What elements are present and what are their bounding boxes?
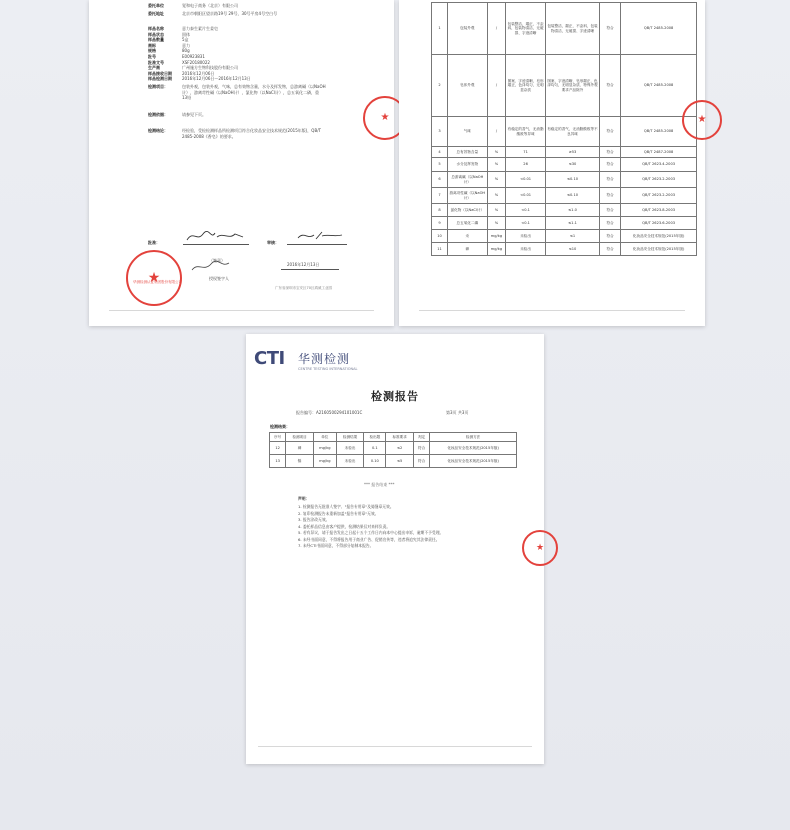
table-row <box>270 455 517 468</box>
cell-result: 图案、字迹清晰，皂形端正，色泽均匀，无明显杂质 <box>506 55 546 117</box>
cell-result: 26 <box>506 158 546 172</box>
cell-no: 9 <box>432 217 448 230</box>
approver-label: 批准： <box>148 240 160 245</box>
note-item: 4. 委托样品信息由客户提供，检测结果仅对来样负责。 <box>298 523 391 529</box>
kv-value: 觉和电子商务（北京）有限公司 <box>182 3 238 8</box>
cell-unit: / <box>487 3 505 55</box>
report-page-2 <box>399 0 705 326</box>
cell-method: QB/T 2623.2-2003 <box>621 188 697 204</box>
checker-signature <box>189 258 239 276</box>
conclusion-label: 检测结论： <box>148 128 168 133</box>
results-caption: 检测结果： <box>270 424 290 429</box>
seal-ring-text: 华测检测认证集团股份有限公司 <box>133 280 182 284</box>
kv-label: 委托地址 <box>148 11 164 16</box>
cell-lod: 0.1 <box>364 442 386 455</box>
cell-method: 化妆品安全技术规范(2015年版) <box>621 230 697 243</box>
column-header: 单位 <box>313 433 336 442</box>
cell-no: 12 <box>270 442 286 455</box>
cell-no: 8 <box>432 204 448 217</box>
cell-judge: 符合 <box>600 3 621 55</box>
items-text-line: 包装外观，包装外观，气味，总有效物含量，水分及挥发物，总游离碱（以NaOH <box>182 84 326 89</box>
cell-limit: ≤5 <box>386 455 414 468</box>
cell-item: 总游离碱（以NaOH计） <box>447 172 487 188</box>
cell-judge: 符合 <box>413 455 429 468</box>
cell-item: 镉 <box>286 455 314 468</box>
kv-value: 2016年12月06日 <box>182 70 215 76</box>
cell-limit: ≤0.10 <box>545 172 599 188</box>
cell-no: 5 <box>432 158 448 172</box>
items-label: 检测项目： <box>148 84 168 89</box>
cti-logo <box>254 348 358 371</box>
note-item: 5. 若有异议，请于报告发出之日起十五个工作日内向本中心提出申诉，逾期不予受理。 <box>298 530 444 535</box>
items-text-line: 13铅 <box>182 95 192 101</box>
column-header: 判定 <box>413 433 429 442</box>
note-item: 3. 报告涂改无效。 <box>298 517 330 522</box>
cell-unit: mg/kg <box>313 455 336 468</box>
cell-method: QB/T 2623.8-2003 <box>621 204 697 217</box>
footer-divider-3 <box>258 746 532 747</box>
cell-no: 4 <box>432 147 448 158</box>
kv-value: 80g <box>182 48 190 54</box>
table-row <box>432 204 697 217</box>
cell-result: 71 <box>506 147 546 158</box>
cell-result: 未检出 <box>506 243 546 256</box>
results-table-page-2 <box>431 2 697 256</box>
cell-no: 7 <box>432 188 448 204</box>
cell-judge: 符合 <box>413 442 429 455</box>
report-end-mark: *** 报告结束 *** <box>364 482 395 487</box>
cti-mark: CTI <box>254 348 285 369</box>
approver-signature <box>185 228 245 244</box>
cell-unit: / <box>487 117 505 147</box>
cell-judge: 符合 <box>600 147 621 158</box>
cell-item: 汞 <box>447 230 487 243</box>
table-row <box>432 147 697 158</box>
cell-limit: ≤10 <box>545 243 599 256</box>
footer-address: 广东省深圳市宝安区70区鸿威工业园 <box>275 286 332 290</box>
cell-result: 未检出 <box>336 442 364 455</box>
kv-value: 2016年12月06日～2016年12月13日 <box>182 76 251 82</box>
cell-no: 11 <box>432 243 448 256</box>
kv-label: 商标 <box>148 42 156 48</box>
partial-seal-page-2: ★ <box>682 100 722 140</box>
cell-method: QB/T 2623.6-2003 <box>621 217 697 230</box>
notes-title: 声明： <box>298 496 310 501</box>
stamp-caption: （签章） <box>209 258 225 263</box>
date-line <box>281 269 339 270</box>
cell-item: 砷 <box>286 442 314 455</box>
reviewer-label: 审核： <box>267 240 279 245</box>
cell-judge: 符合 <box>600 158 621 172</box>
cell-unit: mg/kg <box>313 442 336 455</box>
cell-limit: 包装整洁，端正，不歪斜，包装物清洁，无破损、字迹清晰 <box>545 3 599 55</box>
cell-limit: ≥53 <box>545 147 599 158</box>
cell-result: 未检出 <box>336 455 364 468</box>
kv-label: 样品状态 <box>148 31 164 37</box>
items-text-line: 计），游离苛性碱（以NaOH计），氯化物（以NaCl计），总五氧化二磷，重 <box>182 89 319 95</box>
column-header: 检出限 <box>364 433 386 442</box>
cell-lod: 0.10 <box>364 455 386 468</box>
cti-chinese-name: 华测检测 <box>298 352 351 366</box>
cell-judge: 符合 <box>600 230 621 243</box>
cell-item: 砷 <box>447 243 487 256</box>
cell-method: QB/T 2487-2008 <box>621 147 697 158</box>
column-header: 检测方法 <box>430 433 517 442</box>
column-header: 序号 <box>270 433 286 442</box>
kv-label: 样品数量 <box>148 37 164 43</box>
cell-no: 2 <box>432 55 448 117</box>
table-header-row <box>270 433 517 442</box>
report-page-3 <box>246 334 544 764</box>
cell-unit: mg/kg <box>487 243 505 256</box>
cell-method: QB/T 2623.4-2003 <box>621 158 697 172</box>
cell-judge: 符合 <box>600 204 621 217</box>
table-row <box>432 217 697 230</box>
kv-label: 批号 <box>148 54 156 59</box>
cell-method: QB/T 2485-2008 <box>621 3 697 55</box>
cell-item: 氯化物（以NaCl计） <box>447 204 487 217</box>
partial-seal-right: ★ <box>363 96 407 140</box>
cell-result: 未检出 <box>506 230 546 243</box>
cell-judge: 符合 <box>600 243 621 256</box>
table-row <box>432 230 697 243</box>
sign-date: 2016年12月13日 <box>287 262 320 267</box>
note-item: 1. 检测报告无批准人签字、"报告专用章"及骑缝章无效。 <box>298 504 394 509</box>
table-row <box>432 188 697 204</box>
cell-limit: 图案、字迹清晰，皂形端正，色泽均匀，无明显杂质、特殊外观要求产品除外 <box>545 55 599 117</box>
conclusion-line: 2485-2008《香皂》的要求。 <box>182 133 236 139</box>
cell-method: QB/T 2623.2-2003 <box>621 172 697 188</box>
table-row <box>432 3 697 55</box>
cell-result: <0.01 <box>506 172 546 188</box>
report-page-1 <box>89 0 394 326</box>
cell-unit: mg/kg <box>487 230 505 243</box>
method-value: 请参见下页。 <box>182 112 206 117</box>
kv-label: 生产商 <box>148 65 160 71</box>
cell-result: 有稳定的香气，无油脂酸败等异味 <box>506 117 546 147</box>
cell-judge: 符合 <box>600 117 621 147</box>
kv-value: 北京市朝阳区望京路19号 29号，30号平房4号空白号 <box>182 11 278 16</box>
kv-value: 意力 <box>182 42 190 48</box>
table-row <box>432 158 697 172</box>
kv-label: 批准文号 <box>148 59 164 65</box>
cell-no: 1 <box>432 3 448 55</box>
footer-divider-2 <box>419 310 685 311</box>
conclusion-line: 经检验，受检检测样品所检测项目符合化妆品安全技术规范(2015年版)，QB/T <box>182 128 321 133</box>
report-title: 检测报告 <box>371 390 419 403</box>
cell-no: 3 <box>432 117 448 147</box>
kv-value: E00923831 <box>182 54 205 59</box>
cell-no: 13 <box>270 455 286 468</box>
cell-judge: 符合 <box>600 217 621 230</box>
cell-method: 化妆品安全技术规范(2015年版) <box>430 455 517 468</box>
cell-method: QB/T 2485-2008 <box>621 117 697 147</box>
cell-unit: % <box>487 188 505 204</box>
column-header: 检测结果 <box>336 433 364 442</box>
cell-item: 包装外观 <box>447 3 487 55</box>
cell-judge: 符合 <box>600 188 621 204</box>
kv-value: XSF20180022 <box>182 59 210 65</box>
cell-method: 化妆品安全技术规范(2015年版) <box>430 442 517 455</box>
cell-limit: ≤1.0 <box>545 204 599 217</box>
kv-label: 委托单位 <box>148 3 164 8</box>
kv-value: 广州施方生物科技股份有限公司 <box>182 65 238 71</box>
cell-unit: % <box>487 147 505 158</box>
cell-limit: ≤30 <box>545 158 599 172</box>
kv-label: 样品接收日期 <box>148 70 172 76</box>
cell-item: 总有效物含量 <box>447 147 487 158</box>
note-item: 2. 复印检测报告未重新加盖"报告专用章"无效。 <box>298 510 379 516</box>
table-row <box>270 442 517 455</box>
cell-method: QB/T 2485-2008 <box>621 55 697 117</box>
cell-item: 皂体外观 <box>447 55 487 117</box>
cell-result: <0.1 <box>506 217 546 230</box>
cell-unit: / <box>487 55 505 117</box>
table-row <box>432 117 697 147</box>
kv-label: 样品检测日期 <box>148 76 172 82</box>
cell-result: <0.01 <box>506 188 546 204</box>
kv-label: 样品名称 <box>148 26 164 31</box>
cell-unit: % <box>487 217 505 230</box>
kv-label: 规格 <box>148 48 156 54</box>
cell-unit: % <box>487 172 505 188</box>
table-row <box>432 55 697 117</box>
cell-item: 总五氧化二磷 <box>447 217 487 230</box>
approver-line <box>183 244 249 245</box>
cti-english-name: CENTRE TESTING INTERNATIONAL <box>298 367 358 371</box>
cell-item: 水分及挥发物 <box>447 158 487 172</box>
cell-limit: ≤2 <box>386 442 414 455</box>
cell-result: <0.1 <box>506 204 546 217</box>
kv-value: 意力泰生素片生姜皂 <box>182 26 218 31</box>
note-item: 6. 未经书面同意，不得将报告用于商业广告、促销宣传等，违者将追究其法律责任。 <box>298 536 440 542</box>
cell-limit: ≤0.10 <box>545 188 599 204</box>
cell-limit: 有稳定的香气，无油脂酸败等不良异味 <box>545 117 599 147</box>
column-header: 标准要求 <box>386 433 414 442</box>
cell-judge: 符合 <box>600 172 621 188</box>
cell-result: 包装整洁，端正，不歪斜，包装物清洁，无破损、字迹清晰 <box>506 3 546 55</box>
table-row <box>432 243 697 256</box>
method-label: 检测依据： <box>148 112 168 117</box>
cell-limit: ≤1 <box>545 230 599 243</box>
reviewer-signature <box>294 228 344 244</box>
cell-unit: % <box>487 204 505 217</box>
page-number: 第3页 共3页 <box>446 410 469 415</box>
partial-seal-page-3: ★ <box>522 530 558 566</box>
kv-value: 5盒 <box>182 37 189 43</box>
table-row <box>432 172 697 188</box>
footer-divider <box>109 310 374 311</box>
report-number: 报告编号：A2160500294101001C <box>296 410 363 415</box>
official-seal-1: ★ <box>126 250 182 306</box>
cell-limit: ≤1.1 <box>545 217 599 230</box>
results-table-page-3 <box>269 432 517 468</box>
reviewer-line <box>287 244 347 245</box>
kv-value: 固体 <box>182 31 190 37</box>
cell-item: 游离苛性碱（以NaOH计） <box>447 188 487 204</box>
authorized-signer-caption: 授权签字人 <box>209 276 229 281</box>
cell-no: 6 <box>432 172 448 188</box>
cell-unit: % <box>487 158 505 172</box>
column-header: 检测项目 <box>286 433 314 442</box>
note-item: 7. 未经CTI书面同意，不得部分复制本报告。 <box>298 543 374 548</box>
cell-item: 气味 <box>447 117 487 147</box>
cell-method: 化妆品安全技术规范(2015年版) <box>621 243 697 256</box>
cell-no: 10 <box>432 230 448 243</box>
cell-judge: 符合 <box>600 55 621 117</box>
